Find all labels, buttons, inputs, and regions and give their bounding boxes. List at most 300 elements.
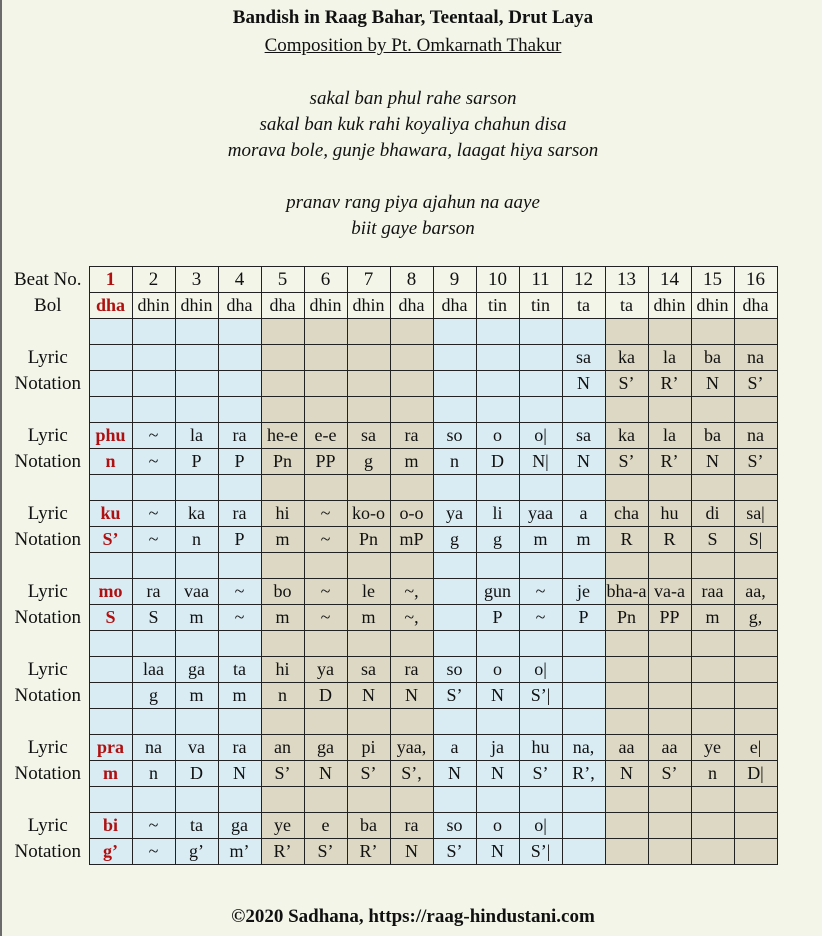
notation-cell: P (218, 449, 261, 475)
beat-number: 7 (347, 267, 390, 293)
empty-cell (519, 553, 562, 579)
empty-cell (218, 397, 261, 423)
notation-cell: D (476, 449, 519, 475)
lyric-cell: ka (175, 501, 218, 527)
notation-row-label: Notation (14, 450, 81, 472)
empty-cell (648, 475, 691, 501)
lyric-cell: e| (734, 735, 777, 761)
lyric-cell: ~ (132, 501, 175, 527)
notation-cell (132, 371, 175, 397)
notation-cell: N (476, 683, 519, 709)
notation-cell: n (261, 683, 304, 709)
lyric-cell: mo (89, 579, 132, 605)
lyric-cell: ba (347, 813, 390, 839)
lyric-cell (347, 345, 390, 371)
notation-cell (691, 839, 734, 865)
empty-cell (175, 319, 218, 345)
lyric-cell: ta (175, 813, 218, 839)
notation-cell: D (304, 683, 347, 709)
lyric-cell: ka (605, 345, 648, 371)
lyric-cell (304, 345, 347, 371)
lyric-cell: o (476, 813, 519, 839)
notation-cell: S’, (390, 761, 433, 787)
lyric-cell: ko-o (347, 501, 390, 527)
notation-cell: m (218, 683, 261, 709)
spacer-row (7, 709, 777, 735)
notation-cell: P (476, 605, 519, 631)
empty-cell (691, 787, 734, 813)
lyric-cell: la (648, 345, 691, 371)
lyric-cell (691, 813, 734, 839)
bol-cell: dha (261, 293, 304, 319)
notation-row-label: Notation (14, 528, 81, 550)
empty-cell (347, 709, 390, 735)
lyric-row-label: Lyric (27, 580, 68, 602)
notation-cell: PP (304, 449, 347, 475)
lyric-cell: o-o (390, 501, 433, 527)
notation-cell (648, 839, 691, 865)
lyric-cell (390, 345, 433, 371)
lyric-cell (562, 813, 605, 839)
lyric-cell: na (734, 423, 777, 449)
notation-cell: N (433, 761, 476, 787)
empty-cell (476, 475, 519, 501)
lyric-cell: bi (89, 813, 132, 839)
bol-row-label: Bol (34, 294, 62, 316)
empty-cell (691, 397, 734, 423)
lyric-cell: ra (390, 423, 433, 449)
notation-cell: n (132, 761, 175, 787)
empty-cell (605, 709, 648, 735)
notation-cell: S| (734, 527, 777, 553)
empty-cell (605, 631, 648, 657)
empty-cell (132, 475, 175, 501)
notation-cell: m (347, 605, 390, 631)
empty-cell (734, 319, 777, 345)
page-subtitle (2, 35, 822, 57)
lyric-row-label: Lyric (27, 502, 68, 524)
lyric-cell: hu (648, 501, 691, 527)
lyric-row (7, 345, 777, 371)
empty-cell (347, 631, 390, 657)
lyric-cell: ra (390, 657, 433, 683)
empty-cell (691, 319, 734, 345)
beat-number: 1 (89, 267, 132, 293)
notation-cell: m (175, 605, 218, 631)
lyric-cell: ga (304, 735, 347, 761)
spacer-label (7, 397, 89, 423)
spacer-label (7, 631, 89, 657)
bol-cell: tin (476, 293, 519, 319)
empty-cell (648, 787, 691, 813)
empty-cell (648, 553, 691, 579)
bol-cell: dhin (304, 293, 347, 319)
notation-cell: R (605, 527, 648, 553)
notation-cell: m (261, 605, 304, 631)
beat-number: 5 (261, 267, 304, 293)
empty-cell (734, 397, 777, 423)
empty-cell (390, 631, 433, 657)
empty-cell (605, 475, 648, 501)
notation-cell: ~ (304, 527, 347, 553)
empty-cell (519, 319, 562, 345)
notation-cell: N| (519, 449, 562, 475)
notation-row-label: Notation (14, 372, 81, 394)
bol-cell: dhin (648, 293, 691, 319)
beat-number: 14 (648, 267, 691, 293)
lyric-cell (691, 657, 734, 683)
spacer-row (7, 475, 777, 501)
beat-number: 9 (433, 267, 476, 293)
notation-cell: Pn (347, 527, 390, 553)
empty-cell (390, 475, 433, 501)
spacer-row (7, 787, 777, 813)
copyright-footer: ©2020 Sadhana, https://raag-hindustani.com (231, 906, 595, 927)
lyric-cell: hi (261, 657, 304, 683)
notation-cell (433, 371, 476, 397)
lyric-cell: ra (390, 813, 433, 839)
notation-cell: ~, (390, 605, 433, 631)
lyric-row (7, 657, 777, 683)
empty-cell (519, 709, 562, 735)
notation-cell: N (476, 839, 519, 865)
empty-cell (433, 631, 476, 657)
notation-cell: g (476, 527, 519, 553)
lyric-cell: ye (691, 735, 734, 761)
lyric-cell (605, 657, 648, 683)
notation-cell: N (304, 761, 347, 787)
lyric-row-label: Lyric (27, 346, 68, 368)
beat-number: 16 (734, 267, 777, 293)
empty-cell (734, 475, 777, 501)
lyric-cell: na (132, 735, 175, 761)
notation-cell: S’ (519, 761, 562, 787)
notation-cell (261, 371, 304, 397)
lyric-cell: aa, (734, 579, 777, 605)
notation-row (7, 605, 777, 631)
lyric-row (7, 423, 777, 449)
lyric-cell: ku (89, 501, 132, 527)
lyric-cell (734, 813, 777, 839)
lyric-cell: sa (562, 423, 605, 449)
notation-cell: g (132, 683, 175, 709)
empty-cell (734, 553, 777, 579)
empty-cell (89, 397, 132, 423)
notation-cell: R’ (347, 839, 390, 865)
notation-cell: R’ (261, 839, 304, 865)
lyric-cell: aa (648, 735, 691, 761)
lyric-cell: o (476, 423, 519, 449)
notation-cell: N (605, 761, 648, 787)
notation-cell: m (390, 449, 433, 475)
lyric-cell: ~, (390, 579, 433, 605)
lyric-cell: ~ (304, 579, 347, 605)
notation-cell: n (433, 449, 476, 475)
notation-cell (734, 839, 777, 865)
notation-cell: S (89, 605, 132, 631)
notation-cell: S (132, 605, 175, 631)
lyric-cell: na, (562, 735, 605, 761)
empty-cell (433, 787, 476, 813)
notation-cell: PP (648, 605, 691, 631)
notation-cell: S’ (261, 761, 304, 787)
empty-cell (433, 553, 476, 579)
beat-number: 6 (304, 267, 347, 293)
lyric-cell: laa (132, 657, 175, 683)
lyric-cell: la (648, 423, 691, 449)
empty-cell (390, 553, 433, 579)
empty-cell (648, 631, 691, 657)
empty-cell (390, 787, 433, 813)
empty-cell (390, 709, 433, 735)
notation-cell: N (691, 371, 734, 397)
lyric-cell: yaa, (390, 735, 433, 761)
notation-cell: R’, (562, 761, 605, 787)
lyric-cell: ba (691, 423, 734, 449)
lyric-cell: ta (218, 657, 261, 683)
notation-cell: S’ (89, 527, 132, 553)
bol-cell: dha (433, 293, 476, 319)
lyric-cell: an (261, 735, 304, 761)
empty-cell (304, 553, 347, 579)
notation-cell: R’ (648, 371, 691, 397)
lyric-cell (562, 657, 605, 683)
empty-cell (175, 631, 218, 657)
lyric-row-label: Lyric (27, 658, 68, 680)
empty-cell (562, 397, 605, 423)
lyric-cell: na (734, 345, 777, 371)
bol-cell: dha (390, 293, 433, 319)
lyric-row (7, 735, 777, 761)
spacer-row (7, 631, 777, 657)
empty-cell (218, 709, 261, 735)
lyric-cell (648, 813, 691, 839)
bol-cell: tin (519, 293, 562, 319)
notation-row (7, 761, 777, 787)
beat-number: 13 (605, 267, 648, 293)
lyric-cell: ya (433, 501, 476, 527)
lyric-cell: ~ (132, 423, 175, 449)
empty-cell (562, 475, 605, 501)
beat-number: 3 (175, 267, 218, 293)
lyric-cell: o| (519, 813, 562, 839)
lyric-cell: cha (605, 501, 648, 527)
empty-cell (476, 553, 519, 579)
notation-cell: S’ (605, 371, 648, 397)
lyric-cell: hu (519, 735, 562, 761)
empty-cell (132, 553, 175, 579)
empty-cell (476, 787, 519, 813)
empty-cell (519, 475, 562, 501)
lyric-cell: ga (218, 813, 261, 839)
notation-cell (175, 371, 218, 397)
notation-cell: R (648, 527, 691, 553)
lyric-cell: a (433, 735, 476, 761)
spacer-label (7, 553, 89, 579)
empty-cell (89, 709, 132, 735)
empty-cell (433, 397, 476, 423)
notation-cell: S’ (304, 839, 347, 865)
lyric-cell: sa (562, 345, 605, 371)
empty-cell (261, 709, 304, 735)
empty-cell (304, 709, 347, 735)
lyric-cell: bo (261, 579, 304, 605)
empty-cell (175, 553, 218, 579)
bol-cell: ta (562, 293, 605, 319)
spacer-row (7, 319, 777, 345)
notation-cell: S (691, 527, 734, 553)
notation-cell: P (175, 449, 218, 475)
subtitle-text: Composition by Pt. Omkarnath Thakur (264, 35, 562, 56)
notation-cell: N (390, 839, 433, 865)
notation-row (7, 527, 777, 553)
bol-cell: ta (605, 293, 648, 319)
lyric-cell: sa (347, 657, 390, 683)
notation-cell (476, 371, 519, 397)
bol-row (7, 293, 777, 319)
notation-cell (562, 839, 605, 865)
notation-cell: P (218, 527, 261, 553)
empty-cell (605, 787, 648, 813)
lyric-cell: a (562, 501, 605, 527)
empty-cell (218, 553, 261, 579)
notation-cell (691, 683, 734, 709)
spacer-label (7, 787, 89, 813)
notation-cell (562, 683, 605, 709)
lyric-cell: o (476, 657, 519, 683)
lyric-cell: sa (347, 423, 390, 449)
notation-table (7, 266, 778, 865)
notation-cell: m (175, 683, 218, 709)
beat-number: 4 (218, 267, 261, 293)
empty-cell (261, 787, 304, 813)
notation-cell: g (433, 527, 476, 553)
notation-cell: g (347, 449, 390, 475)
notation-cell (519, 371, 562, 397)
empty-cell (519, 397, 562, 423)
empty-cell (562, 553, 605, 579)
lyric-cell: ja (476, 735, 519, 761)
notation-cell: N (476, 761, 519, 787)
empty-cell (691, 553, 734, 579)
lyric-cell: va-a (648, 579, 691, 605)
lyric-cell: sa| (734, 501, 777, 527)
notation-cell: N (562, 449, 605, 475)
empty-cell (648, 709, 691, 735)
beat-row-label: Beat No. (13, 268, 82, 290)
lyric-row-label: Lyric (27, 424, 68, 446)
lyric-cell: ya (304, 657, 347, 683)
lyric-cell (261, 345, 304, 371)
lyric-cell: ga (175, 657, 218, 683)
notation-cell (218, 371, 261, 397)
empty-cell (132, 709, 175, 735)
notation-cell: ~ (132, 449, 175, 475)
notation-cell: S’ (734, 371, 777, 397)
lyric-cell: so (433, 813, 476, 839)
notation-cell: g’ (89, 839, 132, 865)
empty-cell (218, 319, 261, 345)
notation-cell (605, 683, 648, 709)
notation-cell (89, 371, 132, 397)
lyric-cell (433, 579, 476, 605)
beat-number: 2 (132, 267, 175, 293)
empty-cell (261, 553, 304, 579)
lyric-cell: gun (476, 579, 519, 605)
empty-cell (218, 475, 261, 501)
notation-cell (734, 683, 777, 709)
empty-cell (175, 475, 218, 501)
bol-cell: dha (89, 293, 132, 319)
empty-cell (218, 631, 261, 657)
beat-number-row (7, 267, 777, 293)
notation-cell: S’ (433, 839, 476, 865)
empty-cell (734, 787, 777, 813)
lyric-cell: o| (519, 423, 562, 449)
notation-row (7, 371, 777, 397)
lyric-cell: la (175, 423, 218, 449)
lyric-cell (218, 345, 261, 371)
notation-row (7, 683, 777, 709)
empty-cell (261, 397, 304, 423)
empty-cell (347, 397, 390, 423)
notation-cell: m (519, 527, 562, 553)
empty-cell (648, 397, 691, 423)
notation-cell: S’ (347, 761, 390, 787)
notation-cell: ~ (132, 527, 175, 553)
notation-cell: N (562, 371, 605, 397)
empty-cell (89, 475, 132, 501)
empty-cell (89, 553, 132, 579)
notation-row-label: Notation (14, 684, 81, 706)
lyric-row (7, 579, 777, 605)
lyric-cell: va (175, 735, 218, 761)
bol-cell: dha (734, 293, 777, 319)
lyric-cell (132, 345, 175, 371)
lyric-cell: e-e (304, 423, 347, 449)
spacer-row (7, 397, 777, 423)
lyric-cell: aa (605, 735, 648, 761)
notation-cell: m (562, 527, 605, 553)
empty-cell (132, 397, 175, 423)
lyric-cell: o| (519, 657, 562, 683)
empty-cell (433, 709, 476, 735)
beat-number: 12 (562, 267, 605, 293)
empty-cell (519, 787, 562, 813)
empty-cell (132, 319, 175, 345)
empty-cell (304, 787, 347, 813)
lyric-cell: pra (89, 735, 132, 761)
lyric-cell: ra (218, 423, 261, 449)
empty-cell (562, 631, 605, 657)
lyric-cell: ra (132, 579, 175, 605)
lyric-line: biit gaye barson (351, 218, 475, 239)
lyric-cell: ye (261, 813, 304, 839)
lyric-cell (476, 345, 519, 371)
lyric-cell: ~ (304, 501, 347, 527)
lyric-cell (89, 345, 132, 371)
lyric-cell (605, 813, 648, 839)
notation-row-label: Notation (14, 606, 81, 628)
empty-cell (218, 787, 261, 813)
notation-cell: m (261, 527, 304, 553)
empty-cell (691, 631, 734, 657)
empty-cell (132, 631, 175, 657)
empty-cell (390, 397, 433, 423)
bol-cell: dhin (691, 293, 734, 319)
lyric-cell (519, 345, 562, 371)
empty-cell (648, 319, 691, 345)
